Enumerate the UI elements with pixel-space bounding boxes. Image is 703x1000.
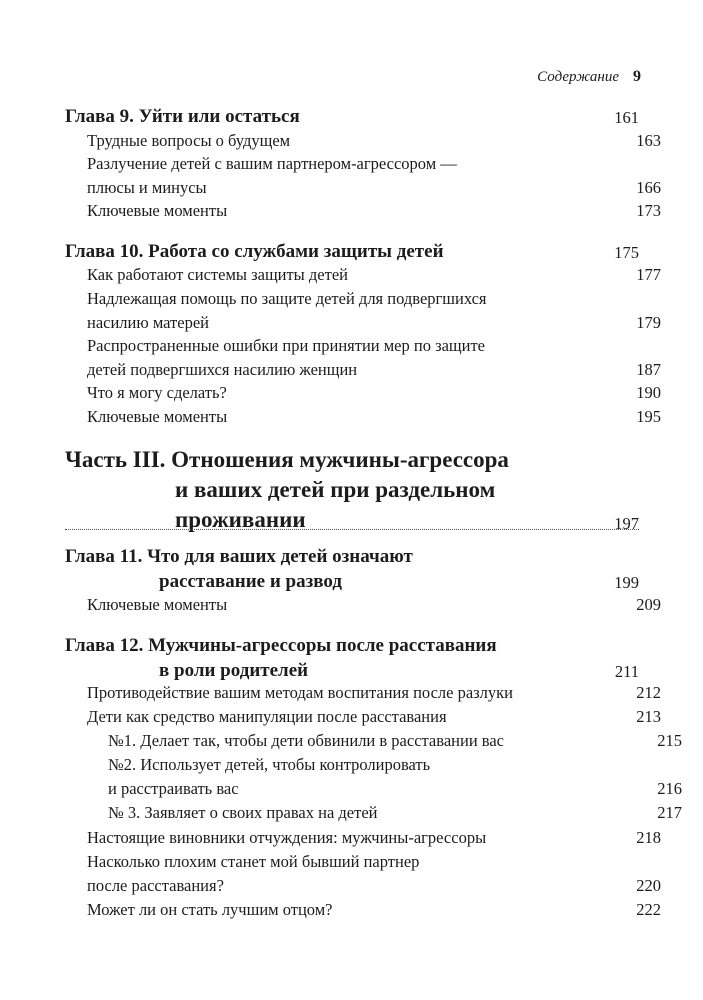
entry-title-line: №2. Использует детей, чтобы контролировать [108,755,431,774]
part-title-line: Часть III. Отношения мужчины-агрессора [65,447,509,472]
entry-title-line: и расстраивать вас [108,778,239,798]
entry-title-line: насилию матерей [87,312,209,332]
entry-title: Трудные вопросы о будущем [87,131,291,150]
entry-title: Как работают системы защиты детей [87,265,348,284]
page-ref: 166 [636,177,661,197]
toc-entry [65,129,661,153]
page-ref: 199 [614,573,639,592]
page-ref: 215 [657,731,682,750]
page-number: 9 [633,68,641,85]
entry-title: №1. Делает так, чтобы дети обвинили в расставании вас [108,731,504,750]
toc-entry [65,593,661,617]
entry-title: Настоящие виновники отчуждения: мужчины-агрессоры [87,828,487,847]
page-ref: 213 [636,707,661,726]
toc-chapter-10 [65,239,639,264]
toc-entry [65,898,661,922]
running-head [537,68,641,86]
page-ref: 218 [636,828,661,847]
dotted-divider [65,529,639,530]
toc-subentry [65,729,682,753]
entry-title-line: Надлежащая помощь по защите детей для подвергшихся [87,289,487,308]
part-title-line: проживании [175,507,306,532]
entry-title: Противодействие вашим методам воспитания после разлуки [87,683,514,702]
entry-title-line: Разлучение детей с вашим партнером-агрессором — [87,154,457,173]
toc-entry [65,850,661,897]
entry-title-line: Насколько плохим станет мой бывший партнер [87,852,420,871]
entry-title: Дети как средство манипуляции после расставания [87,707,447,726]
page-ref: 197 [614,514,639,533]
toc-part-3 [65,445,639,535]
toc-subentry [65,753,682,800]
page-ref: 161 [614,108,639,127]
chapter-title-line: Глава 12. Мужчины-агрессоры после расставания [65,635,497,656]
toc-entry [65,263,661,287]
entry-title-line: Распространенные ошибки при принятии мер по защите [87,336,485,355]
page-ref: 195 [636,407,661,426]
entry-title: Что я могу сделать? [87,383,227,402]
page-ref: 211 [614,662,639,681]
page-ref: 216 [657,778,682,798]
page-ref: 220 [636,875,661,895]
entry-title-line: после расставания? [87,875,224,895]
toc-entry [65,334,661,381]
toc-entry [65,681,661,705]
toc-entry [65,152,661,199]
entry-title: Ключевые моменты [87,201,228,220]
toc-chapter-12 [65,633,639,683]
page-ref: 175 [614,243,639,262]
page-ref: 217 [657,803,682,822]
page-ref: 209 [636,595,661,614]
toc-entry [65,287,661,334]
page-ref: 179 [636,312,661,332]
running-head-section: Содержание [537,69,619,85]
page-ref: 222 [636,900,661,919]
entry-title: Ключевые моменты [87,595,228,614]
chapter-title-line: Глава 11. Что для ваших детей означают [65,546,413,567]
chapter-title: Глава 9. Уйти или остаться [65,106,300,127]
toc-entry [65,826,661,850]
page-ref: 173 [636,201,661,220]
page-ref: 177 [636,265,661,284]
part-title-line: и ваших детей при раздельном [175,477,496,502]
page-ref: 190 [636,383,661,402]
chapter-title-line: расставание и развод [159,571,342,592]
entry-title: Может ли он стать лучшим отцом? [87,900,333,919]
entry-title-line: плюсы и минусы [87,177,207,197]
page-ref: 187 [636,359,661,379]
toc-entry [65,705,661,729]
chapter-title: Глава 10. Работа со службами защиты детей [65,241,444,262]
entry-title: № 3. Заявляет о своих правах на детей [108,803,378,822]
toc-entry [65,199,661,223]
entry-title-line: детей подвергшихся насилию женщин [87,359,358,379]
toc-chapter-11 [65,544,639,594]
page-ref: 163 [636,131,661,150]
toc-entry [65,381,661,405]
toc-subentry [65,801,682,825]
chapter-title-line: в роли родителей [159,660,309,681]
page-ref: 212 [636,683,661,702]
entry-title: Ключевые моменты [87,407,228,426]
toc-entry [65,405,661,429]
toc-chapter-9 [65,104,639,129]
